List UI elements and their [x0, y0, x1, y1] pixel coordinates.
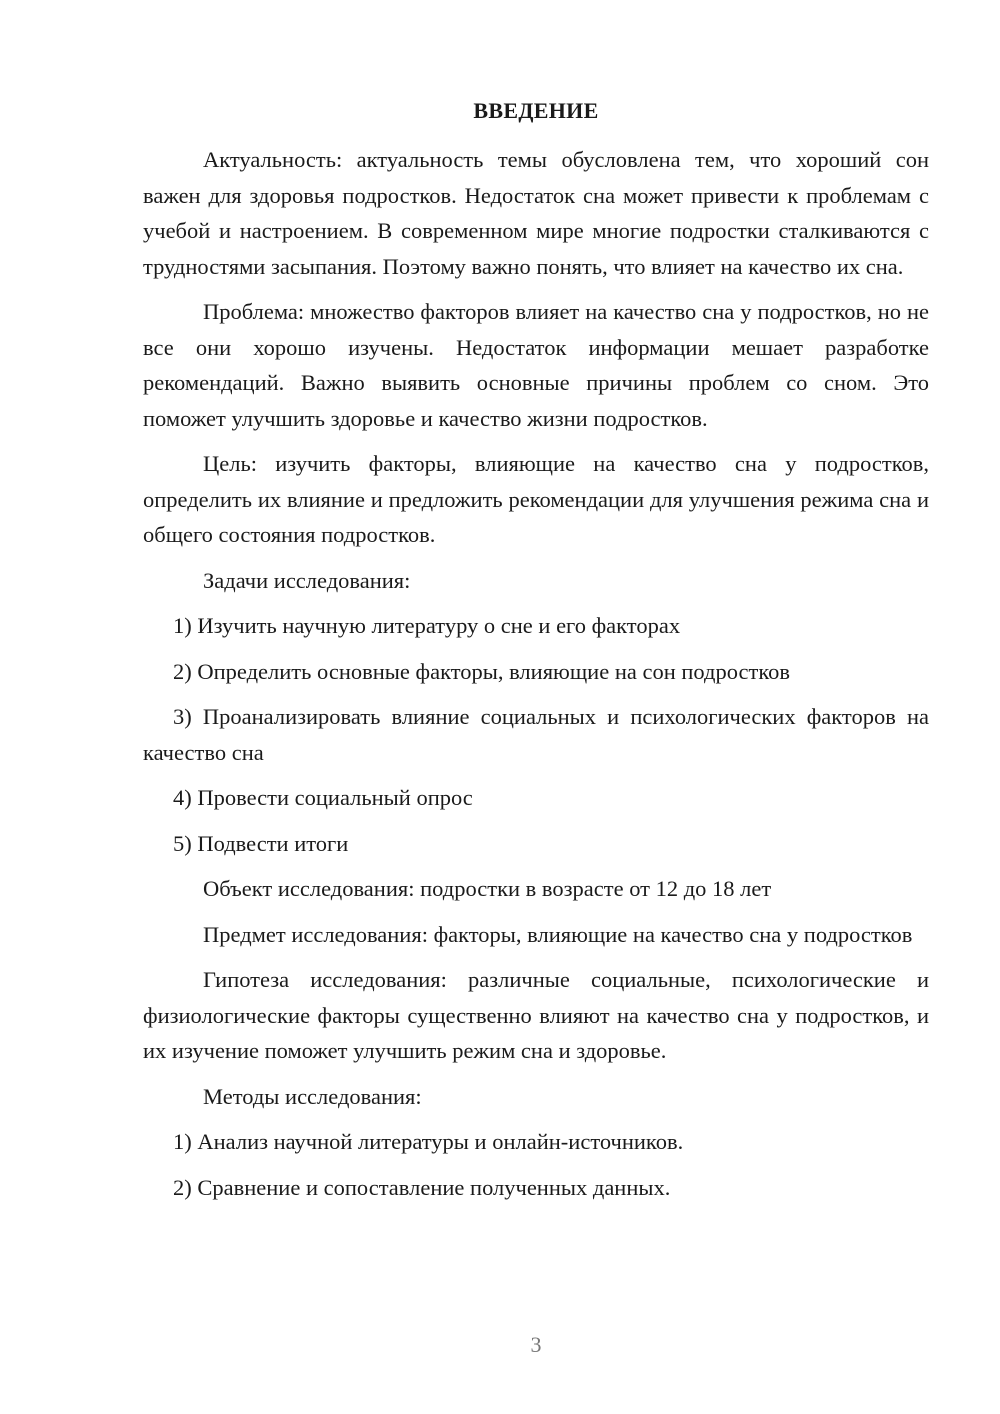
- relevance-paragraph: Актуальность: актуальность темы обусловлена тем, что хороший сон важен для здоровья подростков. Недостаток сна может привести к проблемам с учебой и настроением. В современном мире многие подростки сталкиваются с трудностями засыпания. Поэтому важно понять, что влияет на качество их сна.: [143, 147, 929, 279]
- subject-paragraph: Предмет исследования: факторы, влияющие на качество сна у подростков: [203, 921, 913, 947]
- object-paragraph: Объект исследования: подростки в возрасте от 12 до 18 лет: [203, 876, 772, 901]
- problem-paragraph: Проблема: множество факторов влияет на качество сна у подростков, но не все они хорошо изучены. Недостаток информации мешает разработке рекомендаций. Важно выявить основные причины проблем со сном. Это поможет улучшить здоровье и качество жизни подростков.: [143, 299, 929, 431]
- goal-paragraph: Цель: изучить факторы, влияющие на качество сна у подростков, определить их влияние и предложить рекомендации для улучшения режима сна и общего состояния подростков.: [143, 451, 929, 547]
- hypothesis-paragraph: Гипотеза исследования: различные социальные, психологические и физиологические факторы существенно влияют на качество сна у подростков, и их изучение поможет улучшить режим сна и здоровье.: [143, 967, 929, 1063]
- task-item: 5) Подвести итоги: [173, 830, 349, 856]
- method-item: 1) Анализ научной литературы и онлайн-источников.: [173, 1129, 684, 1154]
- page-number: 3: [530, 1332, 542, 1357]
- task-item: 3) Проанализировать влияние социальных и психологических факторов на качество сна: [143, 704, 929, 765]
- document-page: [143, 0, 929, 1414]
- task-item: 4) Провести социальный опрос: [173, 785, 473, 810]
- method-item: 2) Сравнение и сопоставление полученных данных.: [173, 1174, 671, 1200]
- task-item: 1) Изучить научную литературу о сне и его факторах: [173, 613, 681, 638]
- section-title: ВВЕДЕНИЕ: [473, 98, 599, 123]
- introduction-body: [143, 142, 929, 1205]
- methods-heading: Методы исследования:: [203, 1083, 422, 1109]
- tasks-heading: Задачи исследования:: [203, 567, 411, 593]
- task-item: 2) Определить основные факторы, влияющие на сон подростков: [173, 658, 791, 684]
